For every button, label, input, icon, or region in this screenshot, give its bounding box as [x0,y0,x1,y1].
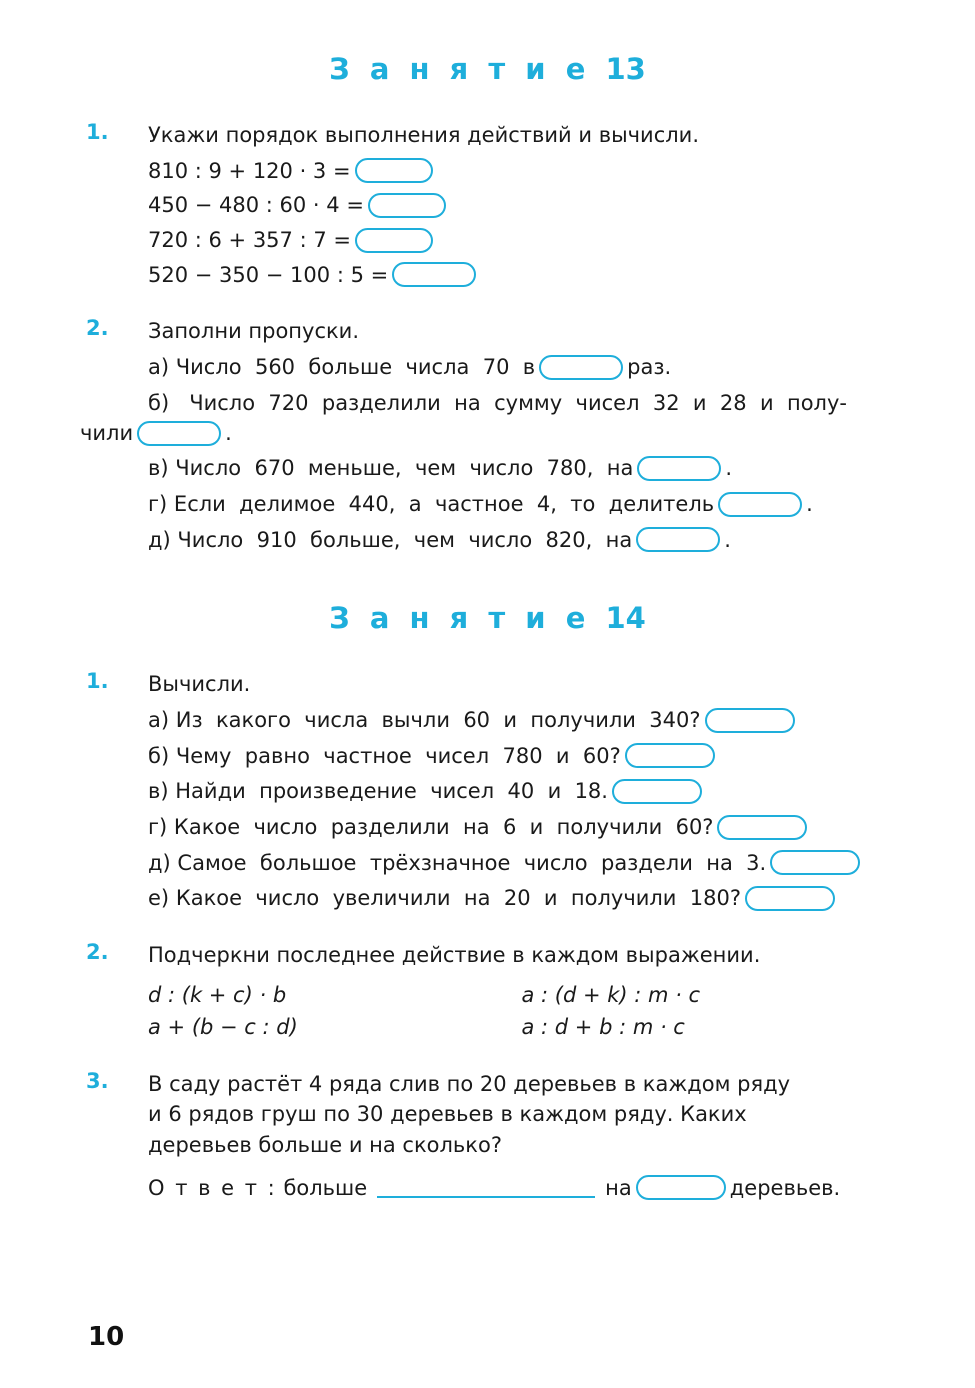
subitem-text: Какое число увеличили на 20 и получили 180? [175,886,742,911]
task-prompt: Заполни пропуски. [148,319,360,344]
expression[interactable]: a + (b − c : d) [148,1014,298,1039]
subitem-b [148,388,895,419]
lesson-title-number: 14 [605,601,646,636]
subitem-text: Число 560 больше числа 70 в [175,354,536,379]
lesson-title-word: З а н я т и е [329,52,591,86]
equation-text: 810 : 9 + 120 · 3 = [148,158,351,183]
task-prompt: Вычисли. [148,672,251,697]
answer-blank[interactable] [368,193,446,218]
subitem-wrap-text: чили [80,421,134,446]
answer-blank[interactable] [137,421,221,446]
subitem-text: Число 670 меньше, чем число 780, на [175,456,634,481]
subitem-g [148,812,895,843]
task-13-2 [80,316,895,555]
task-prompt-line: деревьев больше и на сколько? [148,1132,502,1157]
subitem-text: Самое большое трёхзначное число раздели на 3. [177,850,767,875]
lesson-title-number: 13 [605,52,646,86]
answer-row [148,1173,895,1204]
subitem-label: д) [148,527,171,552]
subitem-d [148,848,895,879]
lesson-title-13 [80,52,895,86]
subitem-label: е) [148,886,170,911]
answer-blank[interactable] [718,492,802,517]
answer-write-line[interactable] [377,1178,595,1198]
equation-row [148,190,895,221]
subitem-b-wrap [80,418,895,448]
subitem-label: в) [148,456,169,481]
subitem-text: Число 910 больше, чем число 820, на [177,527,633,552]
page-number: 10 [88,1322,125,1352]
subitem-label: а) [148,354,170,379]
subitem-b [148,741,895,772]
subitem-e [148,883,895,914]
subitem-text-tail: раз. [627,354,672,379]
task-14-3 [80,1069,895,1204]
task-prompt: Подчеркни последнее действие в каждом выражении. [148,942,761,967]
subitem-text: Если делимое 440, а частное 4, то делитель [173,491,715,516]
answer-blank[interactable] [355,228,433,253]
answer-mid: на [605,1175,632,1200]
subitem-d [148,525,895,556]
equation-text: 720 : 6 + 357 : 7 = [148,227,351,252]
subitem-text: Чему равно частное чисел 780 и 60? [175,743,621,768]
answer-blank[interactable] [612,779,702,804]
task-number: 3. [86,1068,109,1093]
answer-blank[interactable] [392,262,476,287]
lesson-title-14 [80,601,895,635]
subitem-a [148,705,895,736]
subitem-v [148,453,895,484]
subitem-label: г) [148,491,168,516]
subitem-wrap-tail: . [225,421,232,446]
answer-blank[interactable] [745,886,835,911]
task-number: 1. [86,669,109,694]
equation-row [148,260,895,291]
task-prompt: Укажи порядок выполнения действий и вычисли. [148,123,699,147]
task-13-1 [80,120,895,290]
expression[interactable]: a : d + b : m · c [521,1014,685,1039]
answer-blank[interactable] [717,815,807,840]
task-number: 2. [86,316,109,341]
answer-blank[interactable] [705,708,795,733]
subitem-text-tail: . [725,456,733,481]
expression[interactable]: a : (d + k) : m · c [521,983,701,1008]
lesson-title-word: З а н я т и е [329,601,591,636]
equation-text: 520 − 350 − 100 : 5 = [148,262,389,287]
subitem-text: Из какого числа вычли 60 и получили 340? [175,707,701,732]
subitem-label: г) [148,814,168,839]
subitem-g [148,489,895,520]
equation-row [148,225,895,256]
task-14-1 [80,669,895,914]
answer-blank[interactable] [636,1175,726,1200]
answer-word: больше [283,1175,368,1200]
expression[interactable]: d : (k + c) · b [148,983,287,1008]
answer-tail: деревьев. [729,1175,841,1200]
task-prompt-line: и 6 рядов груш по 30 деревьев в каждом ряду. Каких [148,1102,747,1127]
subitem-text: Найди произведение чисел 40 и 18. [175,779,608,804]
subitem-label: д) [148,850,171,875]
equation-row [148,156,895,187]
subitem-a [148,352,895,383]
task-14-2 [80,940,895,1043]
answer-blank[interactable] [770,850,860,875]
task-prompt-line: В саду растёт 4 ряда слив по 20 деревьев в каждом ряду [148,1071,791,1096]
subitem-label: б) [148,743,170,768]
subitem-v [148,776,895,807]
task-number: 1. [86,120,109,144]
subitem-text: Число 720 разделили на сумму чисел 32 и 28 и полу- [189,390,847,415]
subitem-text-tail: . [806,491,813,516]
subitem-label: а) [148,707,170,732]
answer-blank[interactable] [637,456,721,481]
equation-text: 450 − 480 : 60 · 4 = [148,193,364,218]
answer-blank[interactable] [355,158,433,183]
task-number: 2. [86,939,109,964]
subitem-text-tail: . [724,527,731,552]
answer-blank[interactable] [636,527,720,552]
subitem-text: Какое число разделили на 6 и получили 60? [173,814,714,839]
answer-label: О т в е т : [148,1175,277,1200]
subitem-label: б) [148,390,170,415]
answer-blank[interactable] [625,743,715,768]
subitem-label: в) [148,779,169,804]
answer-blank[interactable] [539,355,623,380]
